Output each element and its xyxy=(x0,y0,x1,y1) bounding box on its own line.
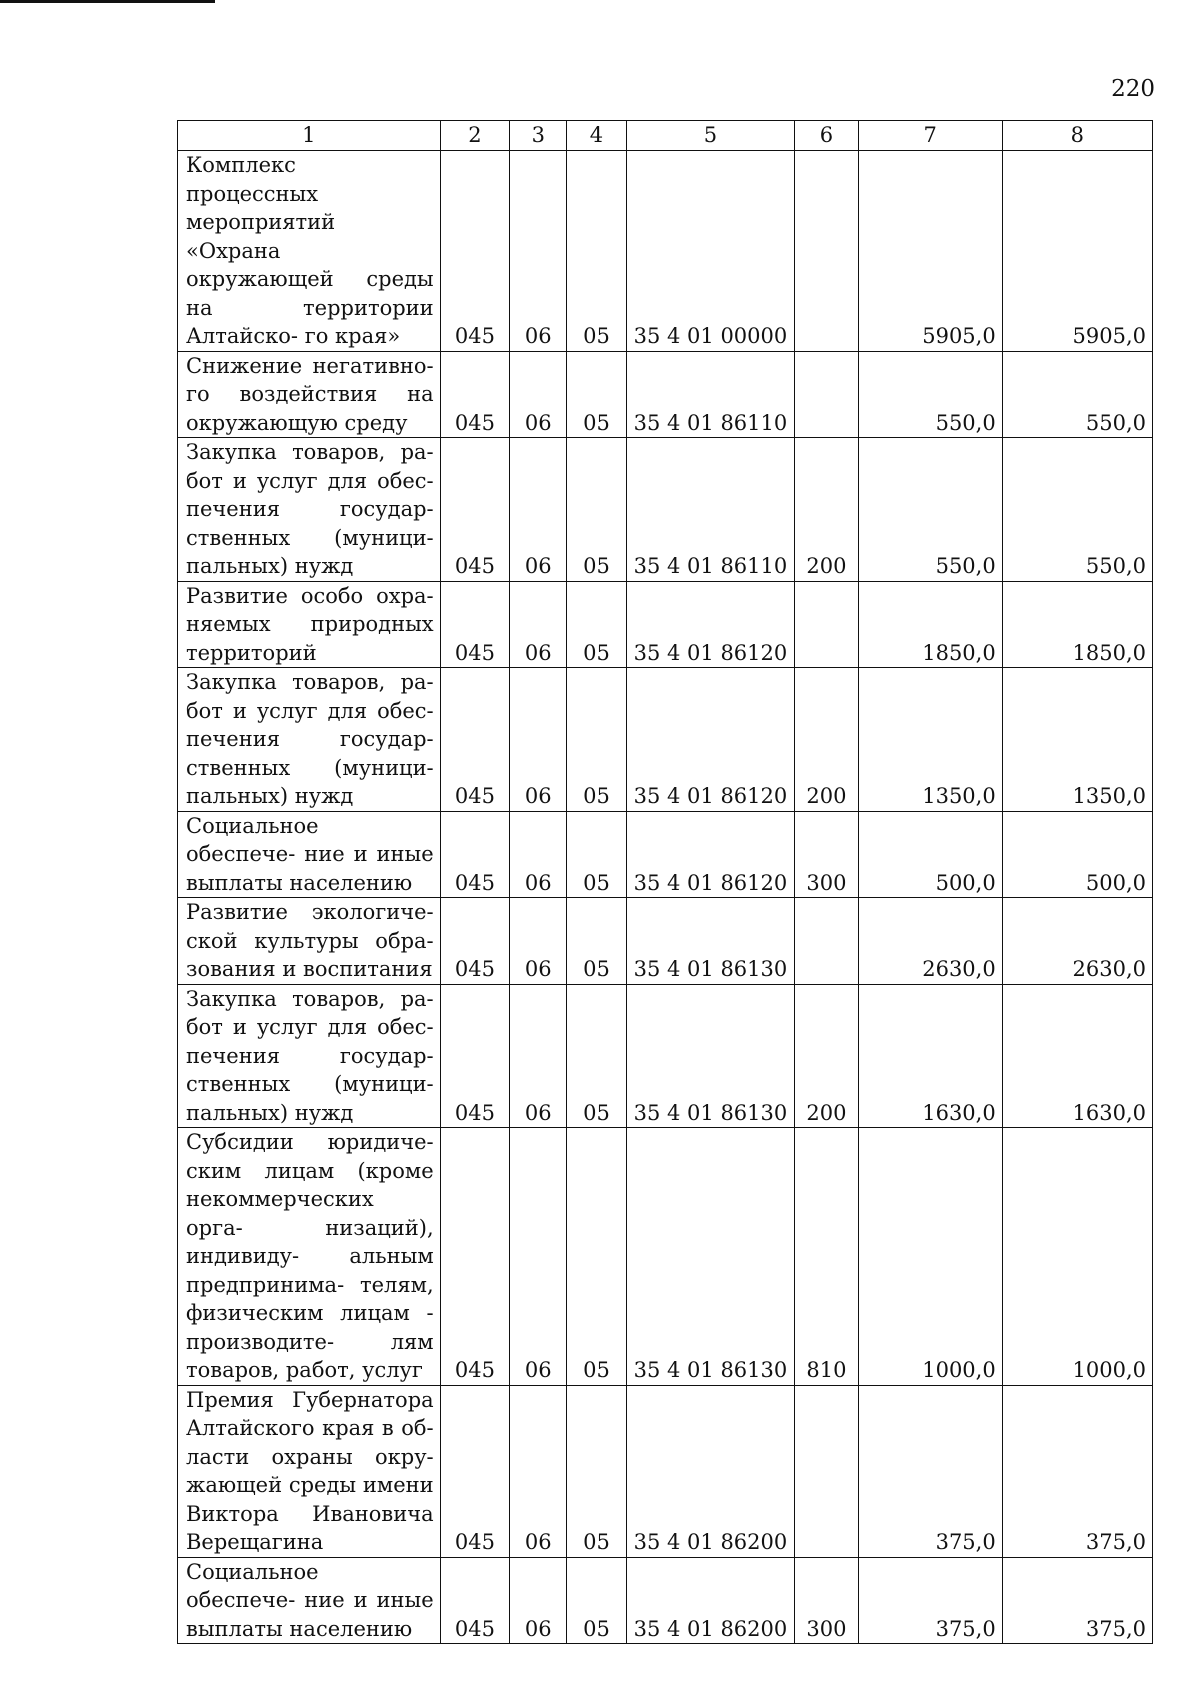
table-row xyxy=(178,581,1153,668)
item-name-line: Закупка товаров, ра- xyxy=(186,670,434,694)
column-header: 8 xyxy=(1002,121,1152,151)
item-name-line: населению xyxy=(289,870,413,895)
cell-section: 06 xyxy=(510,898,567,985)
cell-target-article: 35 4 01 86110 xyxy=(626,438,795,582)
cell-target-article: 35 4 01 00000 xyxy=(626,151,795,352)
item-name-line: пальных) нужд xyxy=(186,554,354,578)
cell-amount: 1630,0 xyxy=(858,984,1002,1128)
table-body xyxy=(178,151,1153,1644)
cell-target-article: 35 4 01 86120 xyxy=(626,581,795,668)
row-item-name xyxy=(178,668,441,812)
item-name-line: Премия Губернатора xyxy=(186,1387,434,1412)
cell-ministry-code: 045 xyxy=(440,151,509,352)
table-row xyxy=(178,898,1153,985)
cell-amount: 375,0 xyxy=(858,1385,1002,1557)
cell-expense-type xyxy=(795,581,858,668)
row-item-name xyxy=(178,811,441,898)
table-row xyxy=(178,151,1153,352)
row-item-name xyxy=(178,984,441,1128)
cell-ministry-code: 045 xyxy=(440,811,509,898)
cell-subsection: 05 xyxy=(567,1128,626,1386)
cell-ministry-code: 045 xyxy=(440,438,509,582)
item-name-line: лицам - производите- xyxy=(186,1301,434,1354)
cell-section: 06 xyxy=(510,984,567,1128)
row-item-name xyxy=(178,351,441,438)
cell-amount: 1000,0 xyxy=(1002,1128,1152,1386)
item-name-line: территории Алтайско- xyxy=(186,295,434,348)
cell-expense-type: 300 xyxy=(795,811,858,898)
cell-amount: 500,0 xyxy=(1002,811,1152,898)
item-name-line: окружающей среды на xyxy=(186,267,434,320)
item-name-line: Алтайского края в об- xyxy=(186,1416,434,1440)
cell-amount: 1350,0 xyxy=(858,668,1002,812)
item-name-line: Социальное обеспече- xyxy=(186,1559,319,1612)
item-name-line: территорий xyxy=(186,640,317,665)
cell-ministry-code: 045 xyxy=(440,581,509,668)
item-name-line: Субсидии юридиче- xyxy=(186,1130,434,1154)
cell-section: 06 xyxy=(510,1128,567,1386)
cell-expense-type: 300 xyxy=(795,1557,858,1644)
table-row xyxy=(178,438,1153,582)
cell-ministry-code: 045 xyxy=(440,898,509,985)
column-header: 7 xyxy=(858,121,1002,151)
cell-amount: 2630,0 xyxy=(858,898,1002,985)
cell-section: 06 xyxy=(510,1557,567,1644)
row-item-name xyxy=(178,1128,441,1386)
cell-target-article: 35 4 01 86130 xyxy=(626,984,795,1128)
cell-amount: 550,0 xyxy=(1002,351,1152,438)
item-name-line: ние и иные выплаты xyxy=(186,1588,434,1641)
cell-subsection: 05 xyxy=(567,1557,626,1644)
row-item-name xyxy=(178,438,441,582)
cell-expense-type xyxy=(795,151,858,352)
cell-target-article: 35 4 01 86120 xyxy=(626,668,795,812)
column-header: 3 xyxy=(510,121,567,151)
item-name-line: ским лицам (кроме xyxy=(186,1158,434,1183)
item-name-line: печения государ- xyxy=(186,497,434,521)
item-name-line: ственных (муници- xyxy=(186,525,434,550)
cell-target-article: 35 4 01 86200 xyxy=(626,1385,795,1557)
item-name-line: населению xyxy=(289,1616,413,1641)
cell-amount: 5905,0 xyxy=(858,151,1002,352)
page-number: 220 xyxy=(1111,76,1155,102)
cell-ministry-code: 045 xyxy=(440,984,509,1128)
item-name-line: печения государ- xyxy=(186,727,434,751)
top-edge-rule xyxy=(0,0,215,3)
item-name-line: телям, физическим xyxy=(186,1272,434,1325)
cell-target-article: 35 4 01 86130 xyxy=(626,898,795,985)
cell-expense-type xyxy=(795,351,858,438)
cell-target-article: 35 4 01 86130 xyxy=(626,1128,795,1386)
cell-section: 06 xyxy=(510,581,567,668)
item-name-line: Закупка товаров, ра- xyxy=(186,986,434,1011)
cell-target-article: 35 4 01 86120 xyxy=(626,811,795,898)
cell-subsection: 05 xyxy=(567,581,626,668)
cell-amount: 550,0 xyxy=(1002,438,1152,582)
cell-expense-type: 810 xyxy=(795,1128,858,1386)
cell-amount: 1000,0 xyxy=(858,1128,1002,1386)
header-row xyxy=(178,121,1153,151)
cell-ministry-code: 045 xyxy=(440,668,509,812)
cell-expense-type: 200 xyxy=(795,438,858,582)
item-name-line: печения государ- xyxy=(186,1043,434,1068)
cell-ministry-code: 045 xyxy=(440,351,509,438)
item-name-line: ние и иные выплаты xyxy=(186,842,434,895)
row-item-name xyxy=(178,1557,441,1644)
item-name-line: бот и услуг для обес- xyxy=(186,1015,434,1039)
cell-amount: 1850,0 xyxy=(858,581,1002,668)
item-name-line: ской культуры обра- xyxy=(186,928,434,953)
cell-subsection: 05 xyxy=(567,438,626,582)
cell-target-article: 35 4 01 86200 xyxy=(626,1557,795,1644)
cell-section: 06 xyxy=(510,151,567,352)
cell-section: 06 xyxy=(510,811,567,898)
table-row xyxy=(178,668,1153,812)
item-name-line: бот и услуг для обес- xyxy=(186,468,434,493)
item-name-line: Комплекс процессных xyxy=(186,153,319,206)
table-row xyxy=(178,811,1153,898)
cell-target-article: 35 4 01 86110 xyxy=(626,351,795,438)
item-name-line: бот и услуг для обес- xyxy=(186,698,434,723)
cell-subsection: 05 xyxy=(567,668,626,812)
cell-subsection: 05 xyxy=(567,898,626,985)
item-name-line: пальных) нужд xyxy=(186,784,354,808)
item-name-line: няемых природных xyxy=(186,612,434,636)
cell-ministry-code: 045 xyxy=(440,1385,509,1557)
cell-subsection: 05 xyxy=(567,1385,626,1557)
cell-subsection: 05 xyxy=(567,811,626,898)
table-row xyxy=(178,984,1153,1128)
budget-table xyxy=(177,120,1153,1644)
cell-ministry-code: 045 xyxy=(440,1557,509,1644)
column-header: 5 xyxy=(626,121,795,151)
item-name-line: жающей среды имени xyxy=(186,1473,434,1497)
row-item-name xyxy=(178,581,441,668)
item-name-line: ственных (муници- xyxy=(186,1072,434,1096)
column-header: 2 xyxy=(440,121,509,151)
item-name-line: Верещагина xyxy=(186,1530,324,1554)
cell-amount: 1630,0 xyxy=(1002,984,1152,1128)
item-name-line: Виктора Ивановича xyxy=(186,1501,434,1526)
item-name-line: ласти охраны окру- xyxy=(186,1444,434,1469)
item-name-line: окружающую среду xyxy=(186,410,408,435)
item-name-line: низаций), индивиду- xyxy=(186,1215,434,1268)
cell-amount: 375,0 xyxy=(1002,1557,1152,1644)
cell-subsection: 05 xyxy=(567,151,626,352)
item-name-line: ственных (муници- xyxy=(186,755,434,780)
cell-amount: 5905,0 xyxy=(1002,151,1152,352)
cell-amount: 375,0 xyxy=(1002,1385,1152,1557)
cell-section: 06 xyxy=(510,438,567,582)
item-name-line: пальных) нужд xyxy=(186,1100,354,1125)
cell-expense-type: 200 xyxy=(795,668,858,812)
column-header: 1 xyxy=(178,121,441,151)
table-header xyxy=(178,121,1153,151)
item-name-line: зования и воспитания xyxy=(186,957,433,981)
item-name-line: некоммерческих орга- xyxy=(186,1187,374,1240)
cell-section: 06 xyxy=(510,1385,567,1557)
table-row xyxy=(178,1557,1153,1644)
cell-amount: 1350,0 xyxy=(1002,668,1152,812)
cell-section: 06 xyxy=(510,668,567,812)
table-row xyxy=(178,351,1153,438)
cell-ministry-code: 045 xyxy=(440,1128,509,1386)
cell-subsection: 05 xyxy=(567,984,626,1128)
item-name-line: Снижение негативно- xyxy=(186,353,434,378)
item-name-line: го края» xyxy=(304,324,401,348)
cell-amount: 1850,0 xyxy=(1002,581,1152,668)
cell-subsection: 05 xyxy=(567,351,626,438)
cell-expense-type: 200 xyxy=(795,984,858,1128)
cell-amount: 2630,0 xyxy=(1002,898,1152,985)
item-name-line: альным предпринима- xyxy=(186,1244,434,1297)
item-name-line: го воздействия на xyxy=(186,382,434,406)
table-row xyxy=(178,1385,1153,1557)
row-item-name xyxy=(178,1385,441,1557)
column-header: 6 xyxy=(795,121,858,151)
row-item-name xyxy=(178,898,441,985)
item-name-line: услуг xyxy=(362,1358,423,1382)
item-name-line: мероприятий «Охрана xyxy=(186,210,336,263)
cell-amount: 550,0 xyxy=(858,438,1002,582)
table-row xyxy=(178,1128,1153,1386)
item-name-line: Развитие особо охра- xyxy=(186,583,434,608)
item-name-line: Социальное обеспече- xyxy=(186,813,319,866)
cell-amount: 375,0 xyxy=(858,1557,1002,1644)
cell-amount: 500,0 xyxy=(858,811,1002,898)
column-header: 4 xyxy=(567,121,626,151)
item-name-line: лям товаров, работ, xyxy=(186,1329,434,1382)
cell-section: 06 xyxy=(510,351,567,438)
item-name-line: Развитие экологиче- xyxy=(186,900,434,924)
row-item-name xyxy=(178,151,441,352)
cell-expense-type xyxy=(795,1385,858,1557)
cell-amount: 550,0 xyxy=(858,351,1002,438)
item-name-line: Закупка товаров, ра- xyxy=(186,440,434,464)
cell-expense-type xyxy=(795,898,858,985)
